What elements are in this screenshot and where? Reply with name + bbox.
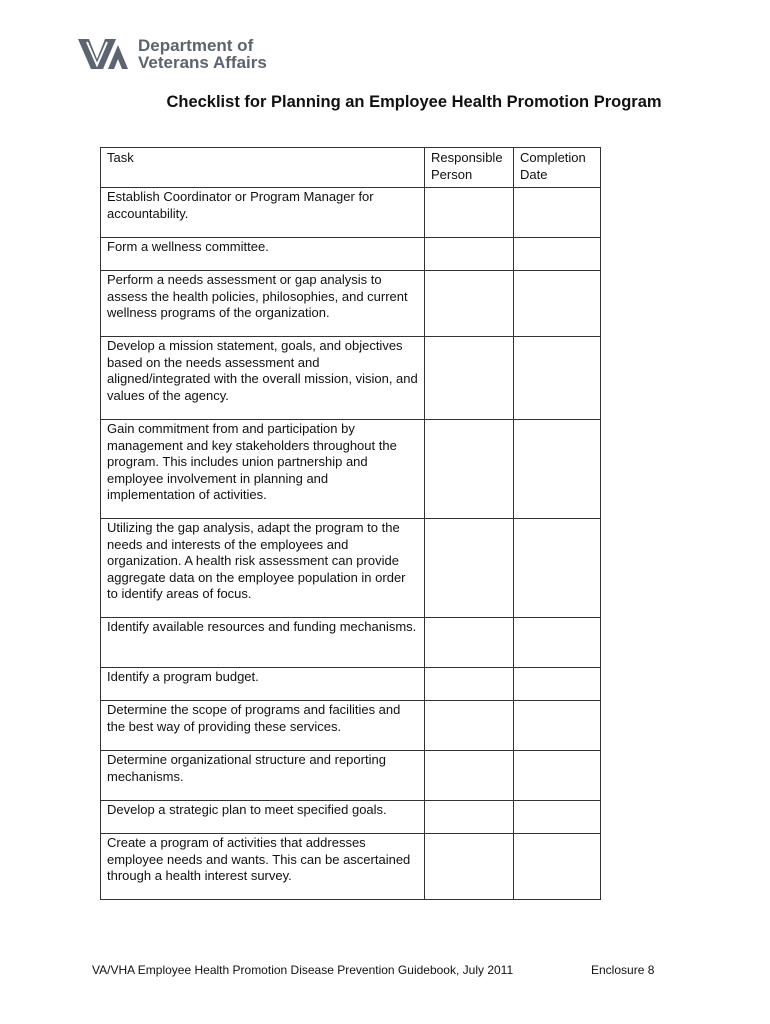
completion-cell[interactable] (514, 519, 601, 618)
table-row (101, 420, 601, 519)
header-completion-date (514, 148, 601, 188)
responsible-cell[interactable] (425, 668, 514, 701)
responsible-cell[interactable] (425, 751, 514, 801)
completion-cell[interactable] (514, 420, 601, 519)
table-header-row (101, 148, 601, 188)
completion-cell[interactable] (514, 751, 601, 801)
responsible-cell[interactable] (425, 801, 514, 834)
completion-cell[interactable] (514, 668, 601, 701)
table-row (101, 519, 601, 618)
task-cell: Identify available resources and funding mechanisms. (101, 618, 425, 668)
header-task (101, 148, 425, 188)
responsible-cell[interactable] (425, 337, 514, 420)
header-responsible-line2: Person (431, 166, 473, 182)
footer-enclosure-label: Enclosure 8 (591, 963, 655, 977)
checklist-table (100, 147, 601, 900)
logo-line-2: Veterans Affairs (138, 53, 267, 72)
logo-line-1: Department of (138, 36, 254, 55)
task-cell: Utilizing the gap analysis, adapt the program to the needs and interests of the employees and organization. A health risk assessment can provide aggregate data on the employee population in order to identify areas of focus. (101, 519, 425, 618)
completion-cell[interactable] (514, 271, 601, 337)
table-row (101, 801, 601, 834)
responsible-cell[interactable] (425, 834, 514, 900)
table-row (101, 271, 601, 337)
responsible-cell[interactable] (425, 618, 514, 668)
completion-cell[interactable] (514, 801, 601, 834)
responsible-cell[interactable] (425, 271, 514, 337)
header-task-label: Task (107, 150, 134, 165)
table-row (101, 701, 601, 751)
responsible-cell[interactable] (425, 519, 514, 618)
task-cell: Determine the scope of programs and facilities and the best way of providing these services. (101, 701, 425, 751)
task-cell: Form a wellness committee. (101, 238, 425, 271)
table-row (101, 668, 601, 701)
table-row (101, 337, 601, 420)
task-cell: Establish Coordinator or Program Manager for accountability. (101, 188, 425, 238)
task-cell: Identify a program budget. (101, 668, 425, 701)
task-cell: Create a program of activities that addresses employee needs and wants. This can be ascertained through a health interest survey. (101, 834, 425, 900)
task-cell: Perform a needs assessment or gap analysis to assess the health policies, philosophies, and current wellness programs of the organization. (101, 271, 425, 337)
table-row (101, 751, 601, 801)
task-cell: Gain commitment from and participation by management and key stakeholders throughout the program. This includes union partnership and employee involvement in planning and implementation of activities. (101, 420, 425, 519)
table-row (101, 834, 601, 900)
completion-cell[interactable] (514, 337, 601, 420)
responsible-cell[interactable] (425, 701, 514, 751)
task-cell: Determine organizational structure and reporting mechanisms. (101, 751, 425, 801)
responsible-cell[interactable] (425, 420, 514, 519)
logo-wordmark (138, 37, 267, 71)
va-logo (78, 34, 267, 74)
completion-cell[interactable] (514, 188, 601, 238)
completion-cell[interactable] (514, 618, 601, 668)
completion-cell[interactable] (514, 834, 601, 900)
document-title: Checklist for Planning an Employee Health Promotion Program (166, 93, 662, 111)
completion-cell[interactable] (514, 238, 601, 271)
responsible-cell[interactable] (425, 238, 514, 271)
footer-guidebook-citation: VA/VHA Employee Health Promotion Disease Prevention Guidebook, July 2011 (92, 963, 514, 977)
header-responsible-line1: Responsible (431, 150, 503, 165)
completion-cell[interactable] (514, 701, 601, 751)
header-completion-line2: Date (520, 166, 548, 182)
va-logo-icon (78, 37, 128, 71)
task-cell: Develop a mission statement, goals, and objectives based on the needs assessment and aligned/integrated with the overall mission, vision, and values of the agency. (101, 337, 425, 420)
header-completion-line1: Completion (520, 150, 586, 165)
task-cell: Develop a strategic plan to meet specified goals. (101, 801, 425, 834)
responsible-cell[interactable] (425, 188, 514, 238)
header-responsible-person (425, 148, 514, 188)
table-row (101, 238, 601, 271)
table-row (101, 618, 601, 668)
table-row (101, 188, 601, 238)
